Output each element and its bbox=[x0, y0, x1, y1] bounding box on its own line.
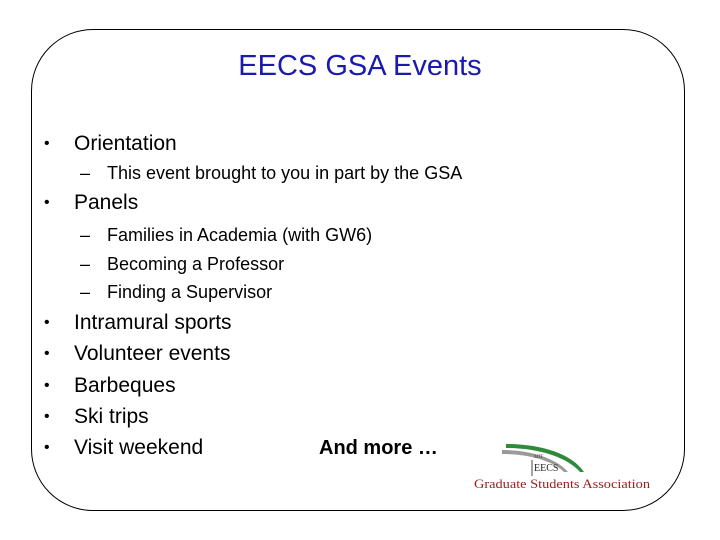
sub-bullet-dash: – bbox=[80, 282, 91, 302]
bullet-dot: • bbox=[44, 135, 50, 152]
bullet-text: Ski trips bbox=[74, 405, 149, 428]
sub-bullet-text: Becoming a Professor bbox=[107, 254, 285, 274]
bullet-dot: • bbox=[44, 314, 50, 331]
sub-bullet-dash: – bbox=[80, 254, 91, 274]
bullet-text: Intramural sports bbox=[74, 311, 232, 334]
logo-name-text: Graduate Students Association bbox=[474, 476, 651, 491]
sub-bullet-dash: – bbox=[80, 163, 91, 183]
logo-mit-text: MIT bbox=[534, 455, 544, 460]
bullet-text: Panels bbox=[74, 191, 139, 214]
bullet-text: Orientation bbox=[74, 132, 177, 155]
bullet-dot: • bbox=[44, 377, 50, 394]
bullet-dot: • bbox=[44, 408, 50, 425]
gsa-logo bbox=[472, 440, 652, 492]
bullet-dot: • bbox=[44, 345, 50, 362]
and-more-text: And more … bbox=[319, 437, 438, 459]
bullet-text: Visit weekend bbox=[74, 436, 204, 459]
slide-title: EECS GSA Events bbox=[238, 50, 482, 82]
sub-bullet-text: Families in Academia (with GW6) bbox=[107, 225, 373, 245]
bullet-text: Volunteer events bbox=[74, 342, 231, 365]
bullet-dot: • bbox=[44, 194, 50, 211]
logo-eecs-text: EECS bbox=[534, 463, 559, 474]
sub-bullet-dash: – bbox=[80, 225, 91, 245]
sub-bullet-text: This event brought to you in part by the GSA bbox=[107, 163, 463, 183]
bullet-dot: • bbox=[44, 439, 50, 456]
sub-bullet-text: Finding a Supervisor bbox=[107, 282, 273, 302]
bullet-text: Barbeques bbox=[74, 374, 176, 397]
